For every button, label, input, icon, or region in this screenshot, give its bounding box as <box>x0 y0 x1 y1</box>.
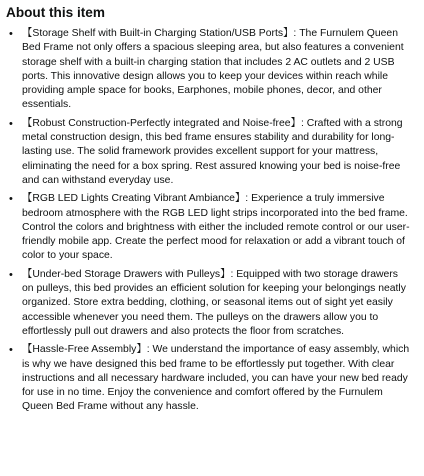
bullet-icon: • <box>9 193 13 206</box>
bullet-icon: • <box>9 117 13 130</box>
feature-bullet-text: 【Storage Shelf with Built-in Charging Station/USB Ports】: The Furnulem Queen Bed Frame not only offers a spacious sleeping area, but also features a convenient storage shelf with a built-in charging station that includes 2 AC outlets and 2 USB ports. This innovative design allows you to keep your devices within reach while providing ample space for books, Earphones, mobile phones, decor, and other essentials. <box>22 28 404 111</box>
feature-bullet-hassle-free-assembly <box>6 343 418 414</box>
feature-bullet-robust-construction <box>6 117 418 188</box>
bullet-icon: • <box>9 268 13 281</box>
section-title: About this item <box>6 5 105 20</box>
feature-bullet-list <box>6 27 418 415</box>
bullet-icon: • <box>9 28 13 40</box>
feature-bullet-text: 【RGB LED Lights Creating Vibrant Ambiance】: Experience a truly immersive bedroom atmosphere with the RGB LED light strips incorporated into the bed frame. Control the colors and brightness with either the included remote control or our user-friendly mobile app. Create the perfect mood for relaxation or add a vibrant touch of color to your space. <box>22 193 410 262</box>
bullet-icon: • <box>9 344 13 357</box>
feature-bullet-text: 【Hassle-Free Assembly】: We understand the importance of easy assembly, which is why we have designed this bed frame to be effortlessly put together. With clear instructions and all necessary hardware included, you can have your new bed ready for use in no time. Enjoy the convenience and comfort offered by the Furnulem Queen Bed Frame without any hassle. <box>22 344 410 413</box>
feature-bullet-storage-drawers <box>6 268 418 339</box>
feature-bullet-storage-shelf <box>6 27 418 113</box>
feature-bullet-text: 【Robust Construction-Perfectly integrated and Noise-free】: Crafted with a strong metal construction design, this bed frame ensures stability and durability for long-lasting use. The solid framework provides excellent support for your mattress, eliminating the need for a box spring. Rest assured knowing your bed is noise-free and can withstand everyday use. <box>22 117 403 186</box>
feature-bullet-text: 【Under-bed Storage Drawers with Pulleys】: Equipped with two storage drawers on pulleys, this bed provides an efficient solution for keeping your belongings neatly organized. Store extra bedding, clothing, or seasonal items out of sight yet easily accessible whenever you need them. The pulleys on the drawers allow you to effortlessly pull out drawers and also protects the floor from scratches. <box>22 268 406 337</box>
feature-bullet-rgb-led-lights <box>6 192 418 263</box>
